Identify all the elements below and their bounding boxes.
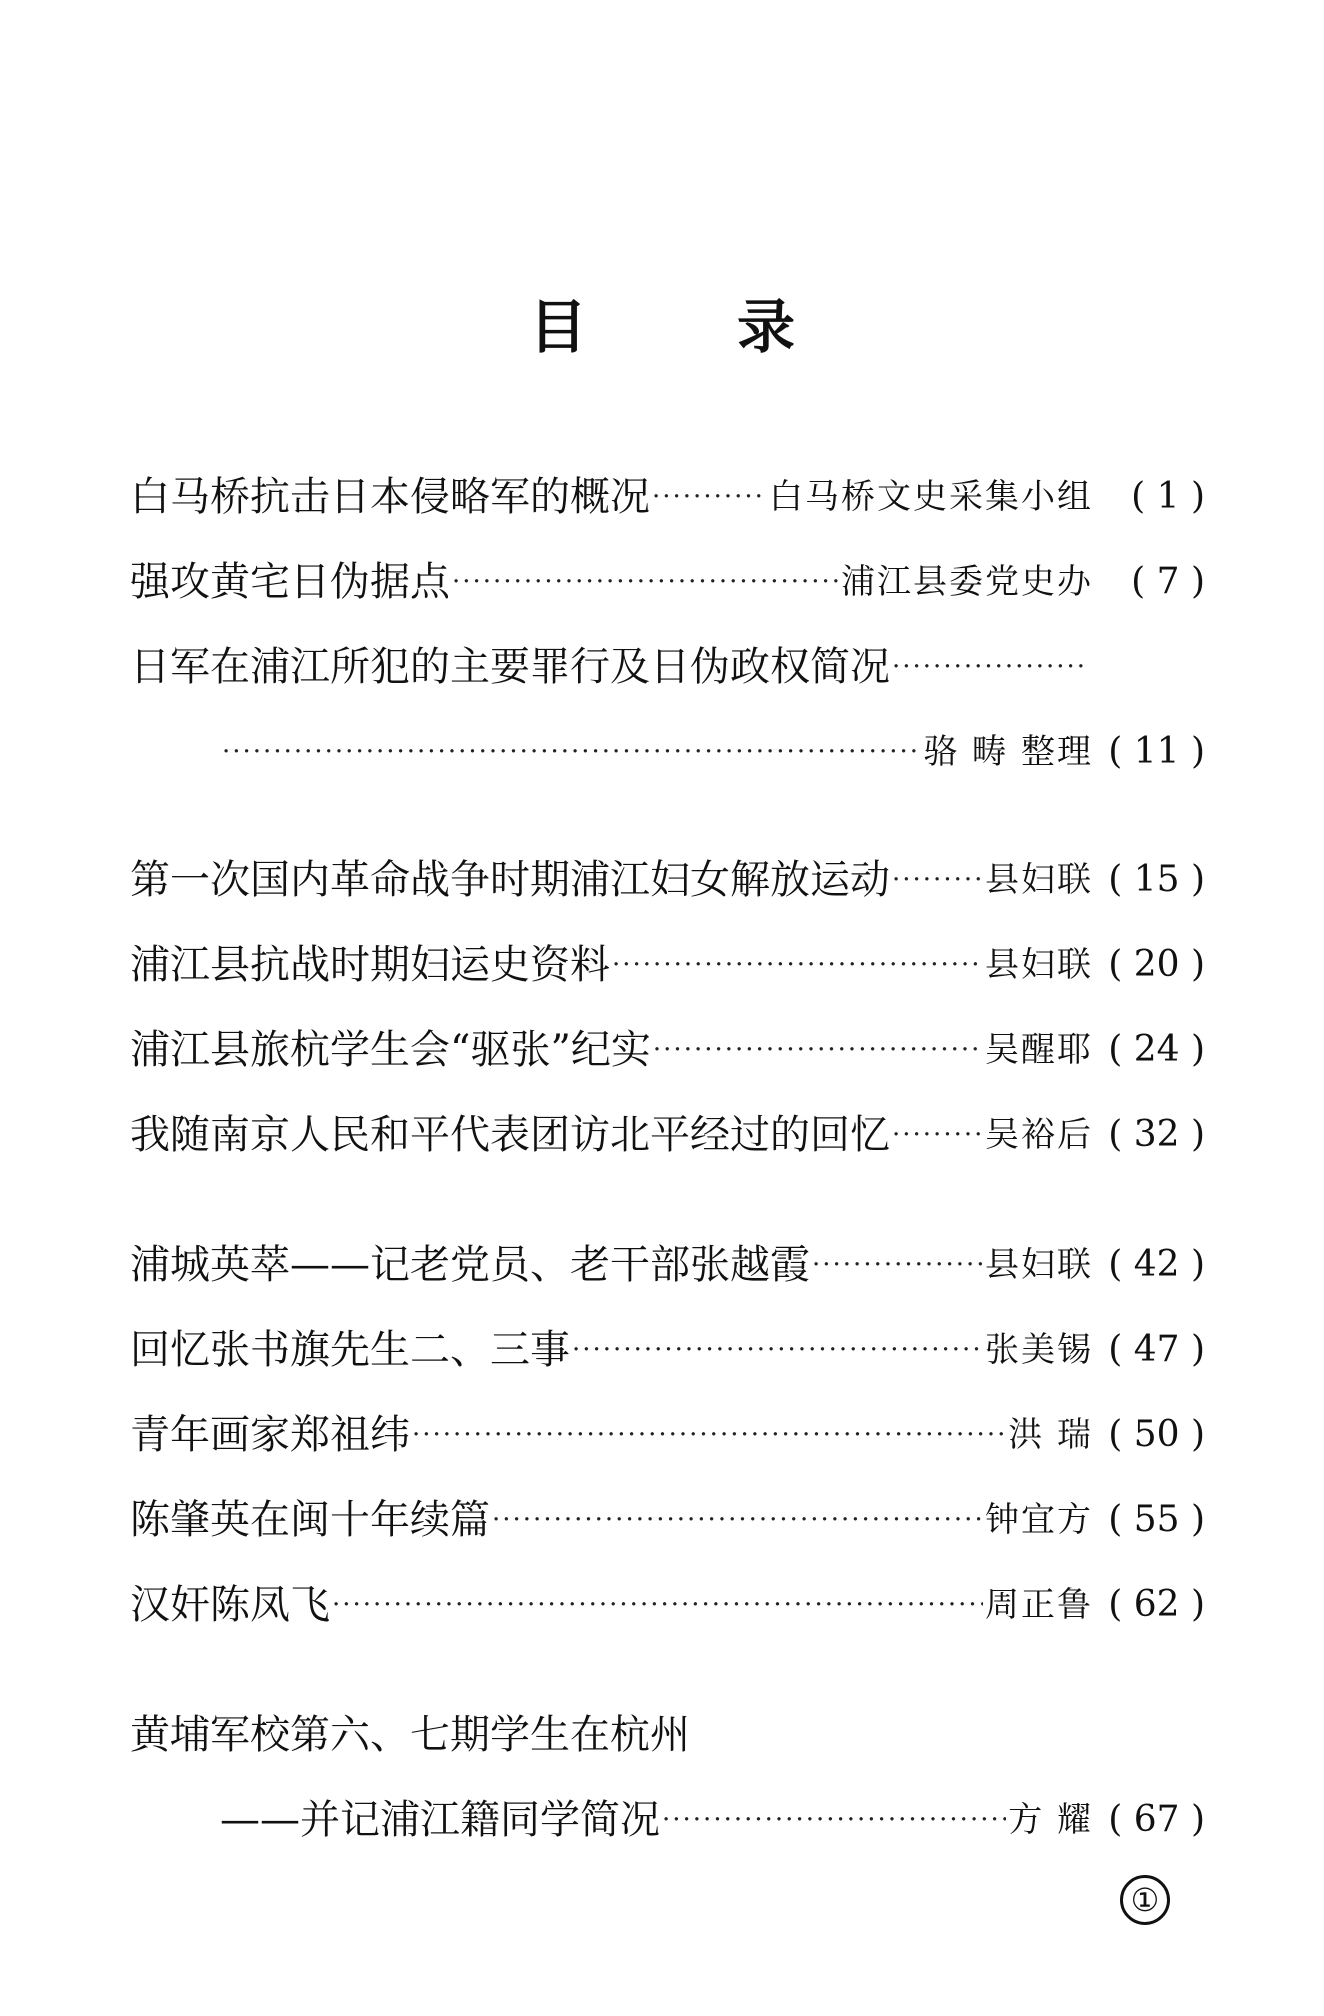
toc-entry <box>130 935 1205 995</box>
toc-entry <box>130 1405 1205 1465</box>
leader-dots <box>892 1105 983 1165</box>
entry-author: 县妇联 <box>985 860 1093 900</box>
entry-author: 吴醒耶 <box>985 1030 1093 1070</box>
entry-author: 钟宜方 <box>985 1500 1093 1540</box>
entry-title: 第一次国内革命战争时期浦江妇女解放运动 <box>130 857 890 903</box>
toc-entry <box>130 1235 1205 1295</box>
leader-dots <box>492 1490 983 1550</box>
entry-title: 白马桥抗击日本侵略军的概况 <box>130 474 650 520</box>
entry-page: ( 42 ) <box>1108 1244 1205 1285</box>
page-title <box>0 280 1324 364</box>
entry-author: 县妇联 <box>985 945 1093 985</box>
entry-title: 浦城英萃——记老党员、老干部张越霞 <box>130 1242 810 1288</box>
entry-page: ( 7 ) <box>1131 561 1205 602</box>
entry-title: 强攻黄宅日伪据点 <box>130 559 450 605</box>
leader-dots <box>612 935 983 995</box>
toc-entry <box>130 1705 1205 1765</box>
entry-title: 浦江县抗战时期妇运史资料 <box>130 942 610 988</box>
entry-title: 陈肇英在闽十年续篇 <box>130 1497 490 1543</box>
leader-dots <box>892 850 983 910</box>
toc-entry <box>130 637 1090 697</box>
entry-page: ( 15 ) <box>1108 859 1205 900</box>
leader-dots <box>652 467 767 527</box>
entry-author: 洪 瑞 <box>1008 1415 1093 1455</box>
toc-entry <box>130 1020 1205 1080</box>
entry-title: 我随南京人民和平代表团访北平经过的回忆 <box>130 1112 890 1158</box>
leader-dots <box>812 1235 983 1295</box>
entry-title: 黄埔军校第六、七期学生在杭州 <box>130 1712 690 1758</box>
entry-author: 县妇联 <box>985 1245 1093 1285</box>
leader-dots <box>222 722 921 782</box>
toc-entry <box>130 850 1205 910</box>
entry-author: 骆 畴 整理 <box>923 732 1093 772</box>
entry-page: ( 62 ) <box>1108 1584 1205 1625</box>
entry-page: ( 67 ) <box>1108 1799 1205 1840</box>
leader-dots <box>412 1405 1006 1465</box>
leader-dots <box>452 552 839 612</box>
entry-author: 浦江县委党史办 <box>841 562 1093 602</box>
leader-dots <box>892 637 1088 697</box>
page-number: ① <box>1120 1875 1170 1925</box>
toc-entry-continuation <box>220 1790 1205 1850</box>
entry-page: ( 11 ) <box>1108 731 1205 772</box>
entry-page: ( 55 ) <box>1108 1499 1205 1540</box>
entry-author: 方 耀 <box>1008 1800 1093 1840</box>
entry-title: 汉奸陈凤飞 <box>130 1582 330 1628</box>
toc-entry <box>130 1575 1205 1635</box>
entry-author: 周正鲁 <box>985 1585 1093 1625</box>
entry-page: ( 32 ) <box>1108 1114 1205 1155</box>
entry-page: ( 24 ) <box>1108 1029 1205 1070</box>
leader-dots <box>653 1020 983 1080</box>
leader-dots <box>332 1575 983 1635</box>
entry-author: 张美锡 <box>985 1330 1093 1370</box>
toc-entry <box>130 1105 1205 1165</box>
entry-subtitle: ——并记浦江籍同学简况 <box>220 1797 660 1843</box>
leader-dots <box>662 1790 1006 1850</box>
entry-title: 青年画家郑祖纬 <box>130 1412 410 1458</box>
entry-title: 回忆张书旗先生二、三事 <box>130 1327 570 1373</box>
title-char-2: 录 <box>737 293 796 361</box>
entry-title: 浦江县旅杭学生会“驱张”纪实 <box>130 1027 651 1073</box>
toc-entry <box>130 467 1205 527</box>
entry-author: 白马桥文史采集小组 <box>769 477 1093 517</box>
toc-entry <box>130 552 1205 612</box>
entry-page: ( 50 ) <box>1108 1414 1205 1455</box>
entry-author: 吴裕后 <box>985 1115 1093 1155</box>
entry-page: ( 1 ) <box>1131 476 1205 517</box>
toc-entry <box>130 1320 1205 1380</box>
toc-entry <box>130 1490 1205 1550</box>
toc-entry-continuation <box>220 722 1205 782</box>
entry-page: ( 47 ) <box>1108 1329 1205 1370</box>
entry-title: 日军在浦江所犯的主要罪行及日伪政权简况 <box>130 644 890 690</box>
title-char-1: 目 <box>528 293 587 361</box>
leader-dots <box>572 1320 983 1380</box>
entry-page: ( 20 ) <box>1108 944 1205 985</box>
